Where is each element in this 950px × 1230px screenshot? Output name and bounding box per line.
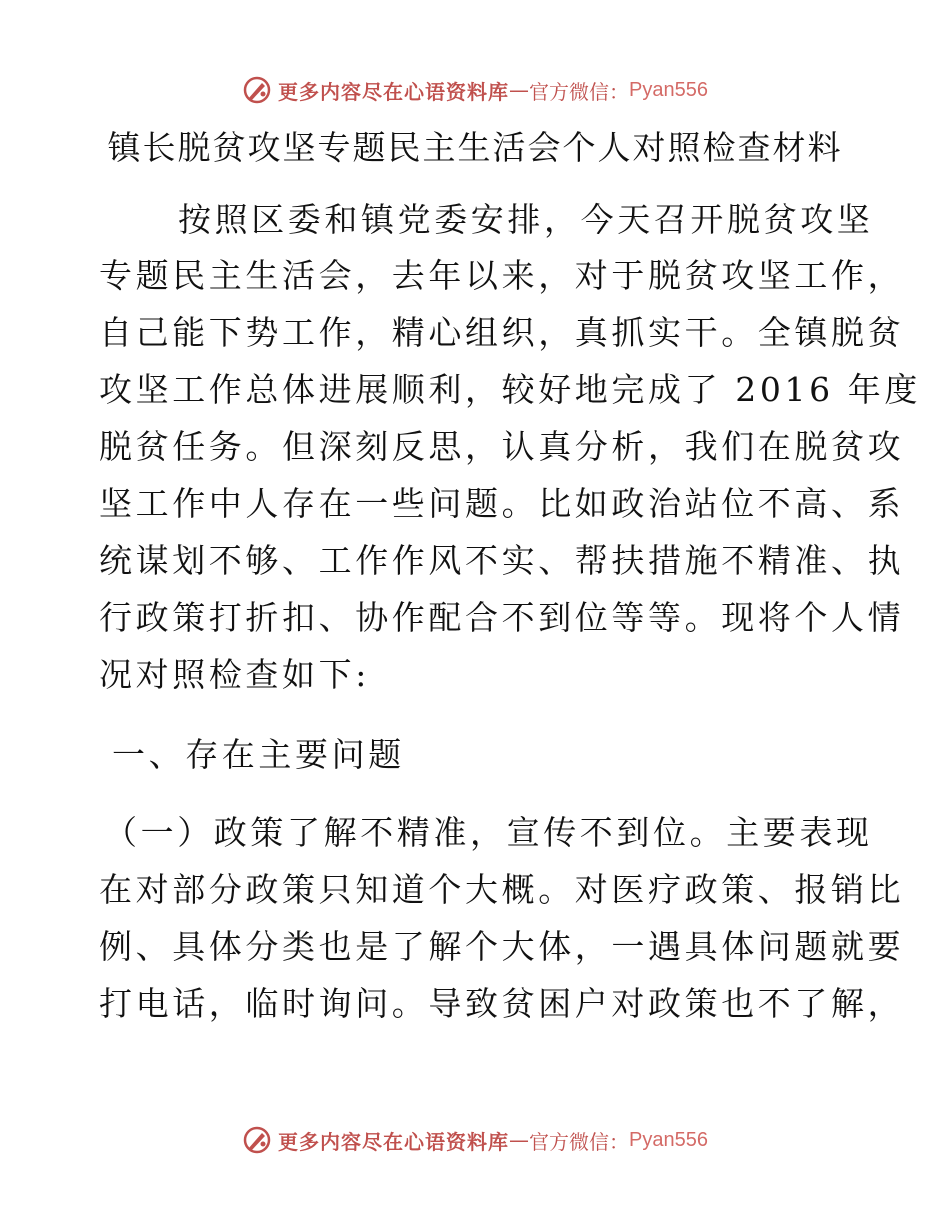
watermark-wechat-label: 官方微信： [529,1129,630,1154]
intro-line: 攻坚工作总体进展顺利，较好地完成了 2016 年度 [99,370,921,409]
intro-line: 自己能下势工作，精心组织，真抓实干。全镇脱贫 [99,313,905,352]
watermark-brand: 更多内容尽在心语资料库 [278,79,510,104]
subsection-line: （一）政策了解不精准，宣传不到位。主要表现 [104,813,873,852]
pen-logo-icon [242,75,272,105]
watermark-wechat-id: Pyan556 [629,78,708,101]
subsection-line: 在对部分政策只知道个大概。对医疗政策、报销比 [99,870,905,909]
section-heading: 一、存在主要问题 [112,735,405,774]
watermark-separator: — [509,1128,530,1152]
intro-line: 专题民主生活会，去年以来，对于脱贫攻坚工作， [99,256,905,295]
subsection-line: 例、具体分类也是了解个大体，一遇具体问题就要 [99,927,905,966]
intro-line: 统谋划不够、工作作风不实、帮扶措施不精准、执 [99,541,905,580]
pen-logo-icon [242,1125,272,1155]
intro-line: 脱贫任务。但深刻反思，认真分析，我们在脱贫攻 [99,427,905,466]
watermark-brand: 更多内容尽在心语资料库 [278,1129,510,1154]
watermark-separator: — [509,78,530,102]
intro-line: 况对照检查如下: [99,655,370,694]
document-title: 镇长脱贫攻坚专题民主生活会个人对照检查材料 [107,128,843,167]
footer-watermark [0,1120,950,1160]
watermark-wechat-id: Pyan556 [629,1128,708,1151]
watermark-wechat-label: 官方微信： [529,79,630,104]
intro-line: 行政策打折扣、协作配合不到位等等。现将个人情 [99,598,905,637]
header-watermark [0,70,950,110]
intro-line: 坚工作中人存在一些问题。比如政治站位不高、系 [99,484,905,523]
subsection-line: 打电话，临时询问。导致贫困户对政策也不了解， [99,984,905,1023]
intro-line: 按照区委和镇党委安排，今天召开脱贫攻坚 [178,200,874,239]
